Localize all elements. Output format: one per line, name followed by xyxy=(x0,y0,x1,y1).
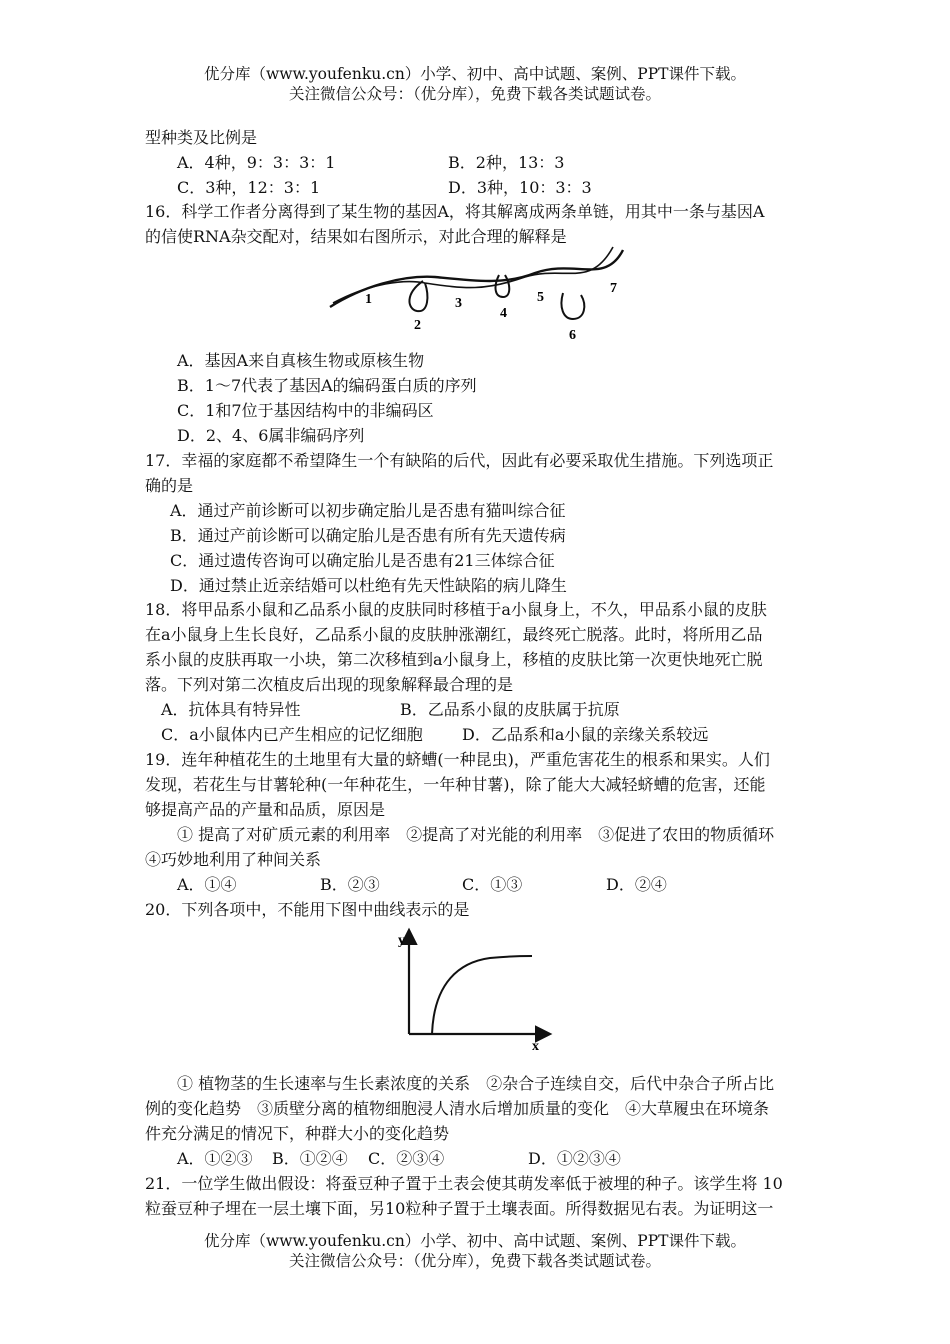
q15-option-a: A．4种，9：3：3：1 xyxy=(177,153,336,172)
q17-option-d: D．通过禁止近亲结婚可以杜绝有先天性缺陷的病儿降生 xyxy=(170,576,567,595)
header-line-2: 关注微信公众号：（优分库），免费下载各类试题试卷。 xyxy=(288,85,661,103)
mrna-strand xyxy=(333,247,613,303)
q18-stem-4: 落。下列对第二次植皮后出现的现象解释最合理的是 xyxy=(145,675,514,694)
q16-option-a: A．基因A来自真核生物或原核生物 xyxy=(177,351,425,370)
q18-option-d: D．乙品系和a小鼠的亲缘关系较远 xyxy=(462,725,709,744)
q19-stem-3: 够提高产品的产量和品质，原因是 xyxy=(145,800,386,819)
fig-label-5: 5 xyxy=(537,290,544,305)
q15-option-d: D．3种，10：3：3 xyxy=(448,178,592,197)
saturation-curve xyxy=(432,956,532,1034)
fig-label-3: 3 xyxy=(455,296,462,311)
q20-option-a: A．①②③ xyxy=(177,1149,253,1168)
q19-option-b: B．②③ xyxy=(320,875,380,894)
q18-stem-1: 18．将甲品系小鼠和乙品系小鼠的皮肤同时移植于a小鼠身上，不久，甲品系小鼠的皮肤 xyxy=(145,600,767,619)
fig-label-4: 4 xyxy=(500,306,507,321)
intron-loop-6 xyxy=(561,293,584,319)
q19-option-d: D．②④ xyxy=(606,875,667,894)
q19-option-c: C．①③ xyxy=(462,875,523,894)
q15-option-c: C．3种，12：3：1 xyxy=(177,178,321,197)
q20-items-3: 件充分满足的情况下，种群大小的变化趋势 xyxy=(145,1124,450,1143)
q16-option-d: D．2、4、6属非编码序列 xyxy=(177,426,365,445)
fig-label-7: 7 xyxy=(610,281,617,296)
dna-strand xyxy=(330,250,623,307)
q17-stem-2: 确的是 xyxy=(145,476,194,495)
q18-option-a: A．抗体具有特异性 xyxy=(161,700,301,719)
q18-option-b: B．乙品系小鼠的皮肤属于抗原 xyxy=(400,700,620,719)
q18-option-c: C．a小鼠体内已产生相应的记忆细胞 xyxy=(161,725,423,744)
q19-items-2: ④巧妙地利用了种间关系 xyxy=(145,850,322,869)
footer-line-1: 优分库（www.youfenku.cn）小学、初中、高中试题、案例、PPT课件下载。 xyxy=(203,1232,747,1250)
q20-option-d: D．①②③④ xyxy=(528,1149,621,1168)
intron-loop-4 xyxy=(496,275,510,297)
q21-stem-1: 21．一位学生做出假设：将蚕豆种子置于土表会使其萌发率低于被埋的种子。该学生将 10 xyxy=(145,1174,783,1193)
footer-line-2: 关注微信公众号：（优分库），免费下载各类试题试卷。 xyxy=(288,1252,661,1270)
q17-option-a: A．通过产前诊断可以初步确定胎儿是否患有猫叫综合征 xyxy=(170,501,566,520)
q17-stem-1: 17．幸福的家庭都不希望降生一个有缺陷的后代，因此有必要采取优生措施。下列选项正 xyxy=(145,451,774,470)
fig-label-6: 6 xyxy=(569,328,576,343)
q18-stem-3: 系小鼠的皮肤再取一小块，第二次移植到a小鼠身上，移植的皮肤比第一次更快地死亡脱 xyxy=(145,650,763,669)
q17-option-c: C．通过遗传咨询可以确定胎儿是否患有21三体综合征 xyxy=(170,551,555,570)
fig-label-2: 2 xyxy=(414,318,421,333)
q16-option-b: B．1～7代表了基因A的编码蛋白质的序列 xyxy=(177,376,477,395)
q20-option-c: C．②③④ xyxy=(368,1149,445,1168)
q19-items-1: ① 提高了对矿质元素的利用率 ②提高了对光能的利用率 ③促进了农田的物质循环 xyxy=(177,825,775,844)
q19-stem-1: 19．连年种植花生的土地里有大量的蛴螬(一种昆虫)，严重危害花生的根系和果实。人们 xyxy=(145,750,770,769)
q19-stem-2: 发现，若花生与甘薯轮种(一年种花生，一年种甘薯)，除了能大大减轻蛴螬的危害，还能 xyxy=(145,775,766,794)
q16-stem-2: 的信使RNA杂交配对，结果如右图所示，对此合理的解释是 xyxy=(145,227,567,246)
q16-option-c: C．1和7位于基因结构中的非编码区 xyxy=(177,401,434,420)
q15-option-b: B．2种，13：3 xyxy=(448,153,565,172)
q20-curve-figure xyxy=(390,922,560,1052)
q17-option-b: B．通过产前诊断可以确定胎儿是否患有所有先天遗传病 xyxy=(170,526,566,545)
q15-tail: 型种类及比例是 xyxy=(145,128,258,147)
q19-option-a: A．①④ xyxy=(177,875,237,894)
intron-loop-2 xyxy=(409,281,427,311)
q16-stem-1: 16．科学工作者分离得到了某生物的基因A，将其解离成两条单链，用其中一条与基因A xyxy=(145,202,765,221)
q16-hybridization-figure xyxy=(325,245,635,345)
fig-label-1: 1 xyxy=(365,292,372,307)
q21-stem-2: 粒蚕豆种子埋在一层土壤下面，另10粒种子置于土壤表面。所得数据见右表。为证明这一 xyxy=(145,1199,774,1218)
axis-label-x: x xyxy=(532,1039,539,1052)
q20-items-2: 例的变化趋势 ③质壁分离的植物细胞浸人清水后增加质量的变化 ④大草履虫在环境条 xyxy=(145,1099,770,1118)
q20-items-1: ① 植物茎的生长速率与生长素浓度的关系 ②杂合子连续自交，后代中杂合子所占比 xyxy=(177,1074,775,1093)
q20-stem: 20．下列各项中，不能用下图中曲线表示的是 xyxy=(145,900,470,919)
q18-stem-2: 在a小鼠身上生长良好，乙品系小鼠的皮肤肿涨潮红，最终死亡脱落。此时，将所用乙品 xyxy=(145,625,763,644)
header-line-1: 优分库（www.youfenku.cn）小学、初中、高中试题、案例、PPT课件下载。 xyxy=(203,65,747,83)
q20-option-b: B．①②④ xyxy=(272,1149,348,1168)
axis-label-y: y xyxy=(398,933,405,948)
